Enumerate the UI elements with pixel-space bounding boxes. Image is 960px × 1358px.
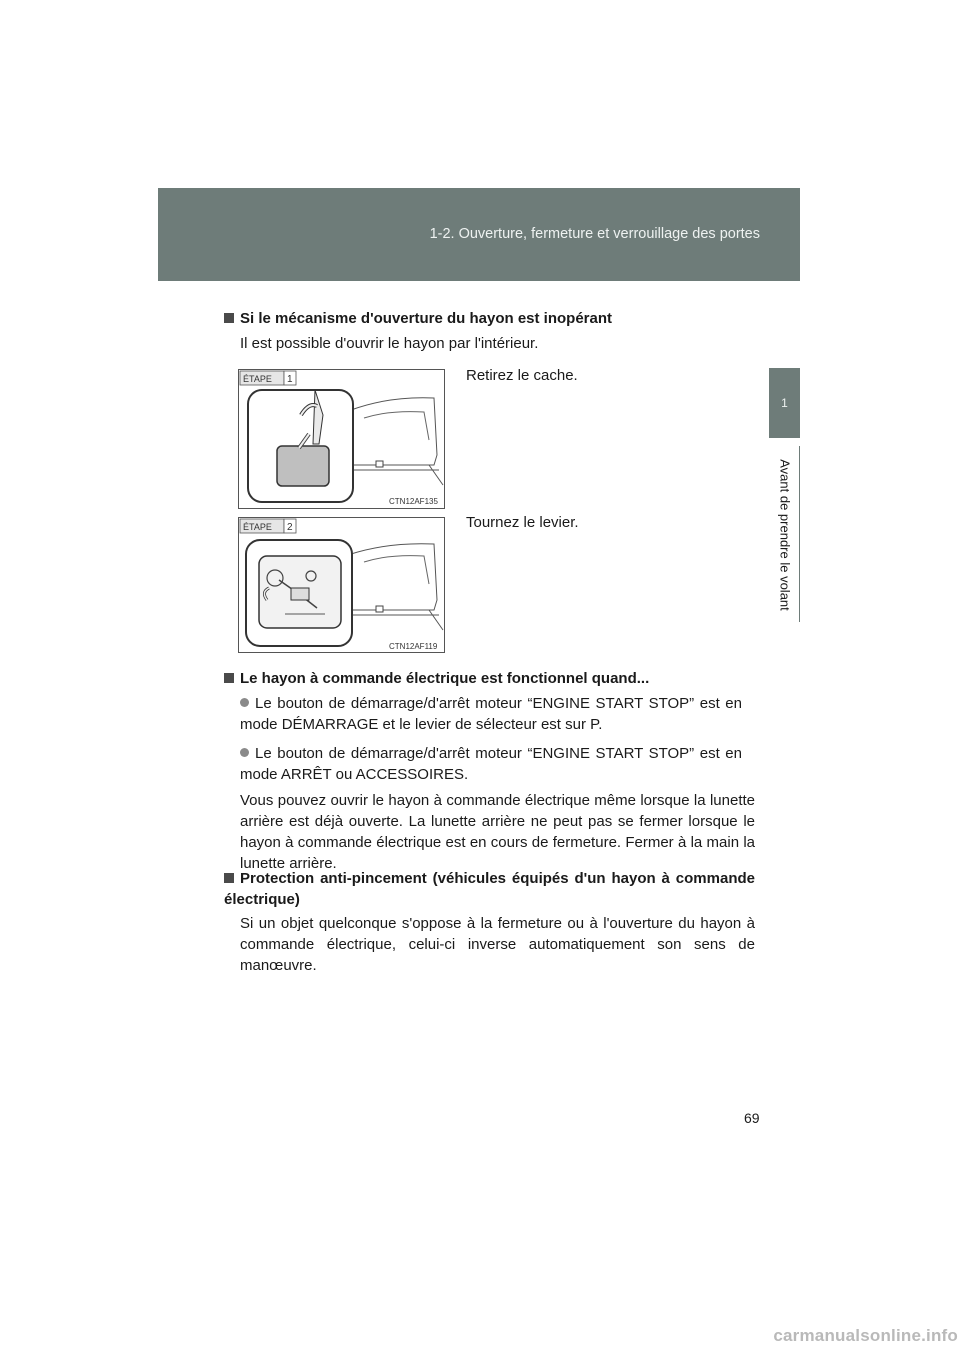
section-title: 1-2. Ouverture, fermeture et verrouillage des portes <box>429 226 760 242</box>
figure-step-2 <box>238 517 445 653</box>
side-divider <box>799 446 800 622</box>
chapter-number-tab: 1 <box>769 368 800 438</box>
step-caption-1: Retirez le cache. <box>466 367 578 384</box>
page-number: 69 <box>744 1110 760 1126</box>
step-badge-1: ÉTAPE <box>243 374 272 384</box>
page-header <box>158 188 800 281</box>
circle-bullet-icon <box>240 698 249 707</box>
step-badge-2: ÉTAPE <box>243 522 272 532</box>
section3-body: Si un objet quelconque s'oppose à la fermeture ou à l'ouverture du hayon à commande électrique, celui-ci inverse automatiquement son sens de manœuvre. <box>240 915 755 974</box>
section-heading-inoperant: Si le mécanisme d'ouverture du hayon est inopérant <box>224 308 612 329</box>
section-heading-fonctionnel: Le hayon à commande électrique est fonctionnel quand... <box>224 668 649 689</box>
square-bullet-icon <box>224 873 234 883</box>
figure-step-1 <box>238 369 445 509</box>
step-caption-2: Tournez le levier. <box>466 514 579 531</box>
section-heading-protection: Protection anti-pincement (véhicules équipés d'un hayon à commande électrique) <box>224 870 755 908</box>
figure-code-1: CTN12AF135 <box>389 497 438 506</box>
step-number-2: 2 <box>287 522 293 533</box>
square-bullet-icon <box>224 313 234 323</box>
bullet-item: Le bouton de démarrage/d'arrêt moteur “ENGINE START STOP” est en mode DÉMARRAGE et le levier de sélecteur est sur P. <box>240 695 742 733</box>
circle-bullet-icon <box>240 748 249 757</box>
watermark: carmanualsonline.info <box>773 1326 958 1345</box>
section2-body: Vous pouvez ouvrir le hayon à commande électrique même lorsque la lunette arrière est déjà ouverte. La lunette arrière ne peut pas se fermer lorsque le hayon à commande électrique est en cours de fermeture. Fermer à la main la lunette arrière. <box>240 792 755 872</box>
step-number-1: 1 <box>287 374 293 385</box>
square-bullet-icon <box>224 673 234 683</box>
bullet-item: Le bouton de démarrage/d'arrêt moteur “ENGINE START STOP” est en mode ARRÊT ou ACCESSOIRES. <box>240 745 742 783</box>
section-intro: Il est possible d'ouvrir le hayon par l'intérieur. <box>240 335 539 352</box>
chapter-label-tab <box>769 446 800 624</box>
chapter-label: Avant de prendre le volant <box>777 459 792 611</box>
figure-code-2: CTN12AF119 <box>389 642 438 651</box>
